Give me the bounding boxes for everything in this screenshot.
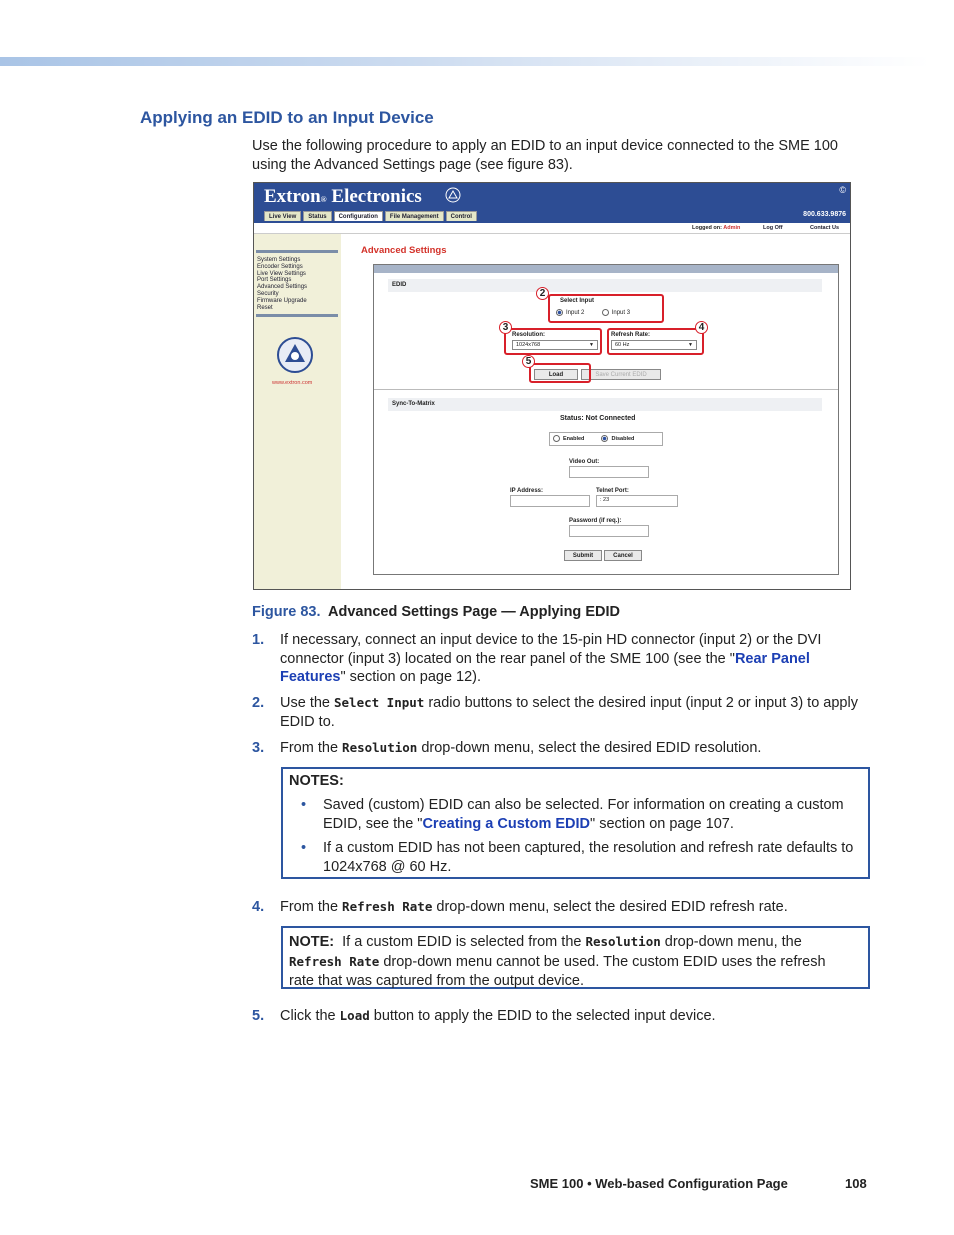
sync-to-matrix-section-header: Sync-To-Matrix (388, 398, 822, 411)
password-input[interactable] (569, 525, 649, 537)
notes-bullet-2: • If a custom EDID has not been captured, the resolution and refresh rate defaults to 1024x768 @ 60 Hz. (301, 840, 854, 875)
sidebar-item-system-settings[interactable]: System Settings (257, 257, 301, 263)
load-highlight (529, 363, 591, 383)
tab-status[interactable]: Status (303, 211, 331, 221)
disabled-radio[interactable] (601, 435, 608, 442)
intro-paragraph: Use the following procedure to apply an EDID to an input device connected to the SME 100 using the Advanced Settings page (see figure 83). (252, 138, 838, 173)
sync-status: Status: Not Connected (560, 415, 636, 422)
edid-section-header: EDID (388, 279, 822, 292)
chevron-down-icon: ▼ (589, 342, 594, 348)
callout-2: 2 (536, 287, 549, 300)
sidebar-item-live-view-settings[interactable]: Live View Settings (257, 270, 306, 277)
ip-address-input[interactable] (510, 495, 590, 507)
step-5: 5. Click the Load button to apply the EDID to the selected input device. (252, 1008, 716, 1024)
sidebar (254, 234, 341, 589)
note-box (281, 926, 870, 989)
copyright-mark: © (839, 185, 846, 195)
sidebar-item-encoder-settings[interactable]: Encoder Settings (257, 263, 303, 270)
sidebar-divider (256, 250, 338, 253)
sidebar-divider (256, 314, 338, 317)
page-title: Advanced Settings (361, 245, 447, 256)
rear-panel-features-link[interactable]: Rear Panel Features (280, 650, 810, 685)
input-radio-group: Input 2 Input 3 (556, 309, 630, 316)
footer-text: SME 100 • Web-based Configuration Page (530, 1176, 788, 1191)
log-off-link[interactable]: Log Off (763, 225, 783, 231)
step-2: 2. Use the Select Input radio buttons to select the desired input (input 2 or input 3) to apply EDID to. (252, 695, 858, 730)
creating-custom-edid-link[interactable]: Creating a Custom EDID (422, 816, 591, 832)
sidebar-item-firmware-upgrade[interactable]: Firmware Upgrade (257, 297, 307, 304)
chevron-down-icon: ▼ (688, 342, 693, 348)
nav-tabs (264, 211, 477, 221)
panel-header-strip (374, 265, 838, 273)
load-button[interactable]: Load (534, 369, 578, 380)
web-header (254, 183, 850, 223)
tab-control[interactable]: Control (446, 211, 477, 221)
sidebar-item-security[interactable]: Security (257, 290, 279, 297)
cancel-button[interactable]: Cancel (604, 550, 642, 561)
contact-us-link[interactable]: Contact Us (810, 225, 840, 231)
section-divider (374, 389, 838, 390)
extron-logo-icon (445, 187, 461, 203)
callout-4: 4 (695, 321, 708, 334)
extron-brand: Extron® Electronics (264, 186, 422, 207)
refresh-rate-select[interactable]: 60 Hz ▼ (611, 340, 697, 350)
advanced-settings-screenshot (253, 182, 851, 590)
step-3: 3. From the Resolution drop-down menu, select the desired EDID resolution. (252, 740, 762, 756)
user-bar (254, 223, 850, 234)
notes-box (281, 767, 870, 879)
page-number: 108 (845, 1176, 867, 1191)
ip-address-label: IP Address: (510, 488, 544, 494)
submit-button[interactable]: Submit (564, 550, 602, 561)
tab-live-view[interactable]: Live View (264, 211, 301, 221)
resolution-select[interactable]: 1024x768 ▼ (512, 340, 598, 350)
telnet-port-input[interactable]: : 23 (596, 495, 678, 507)
logged-on-status: Logged on: Admin (692, 225, 741, 231)
callout-5: 5 (522, 355, 535, 368)
video-out-input[interactable] (569, 466, 649, 478)
notes-bullet-1: • Saved (custom) EDID can also be selected. For information on creating a custom EDID, see the "Creating a Custom EDID" section on page 107. (301, 797, 844, 832)
extron-seal-icon (276, 336, 314, 374)
resolution-highlight (504, 328, 602, 355)
note-text: NOTE: If a custom EDID is selected from the Resolution drop-down menu, the Refresh Rate drop-down menu cannot be used. The custom EDID uses the refresh rate that was captured from the output device. (289, 934, 826, 989)
video-out-label: Video Out: (569, 459, 600, 465)
password-label: Password (if req.): (569, 518, 622, 524)
select-input-highlight (548, 294, 664, 323)
step-4: 4. From the Refresh Rate drop-down menu, select the desired EDID refresh rate. (252, 899, 788, 915)
tab-configuration[interactable]: Configuration (334, 211, 383, 221)
telnet-port-label: Telnet Port: (596, 488, 629, 494)
select-input-label: Select Input (560, 298, 595, 304)
sidebar-url[interactable]: www.extron.com (272, 380, 313, 386)
refresh-rate-highlight (607, 328, 704, 355)
sidebar-item-port-settings[interactable]: Port Settings (257, 277, 292, 284)
notes-heading: NOTES: (289, 773, 344, 789)
figure-caption: Figure 83. Advanced Settings Page — Applying EDID (252, 604, 620, 620)
step-1: 1. If necessary, connect an input device to the 15-pin HD connector (input 2) or the DVI connector (input 3) located on the rear panel of the SME 100 (see the "Rear Panel Features" section on page 12). (252, 632, 822, 685)
save-current-edid-button[interactable]: Save Current EDID (581, 369, 661, 380)
section-title: Applying an EDID to an Input Device (140, 108, 434, 127)
phone-number: 800.633.9876 (803, 211, 846, 218)
callout-3: 3 (499, 321, 512, 334)
enabled-radio[interactable] (553, 435, 560, 442)
sidebar-item-reset[interactable]: Reset (257, 304, 273, 311)
resolution-label: Resolution: (512, 332, 545, 338)
sync-enable-group: Enabled Disabled (549, 432, 663, 446)
tab-file-management[interactable]: File Management (385, 211, 444, 221)
header-gradient-bar (0, 57, 930, 66)
sidebar-menu (257, 257, 307, 311)
refresh-rate-label: Refresh Rate: (611, 332, 651, 338)
sidebar-item-advanced-settings[interactable]: Advanced Settings (257, 284, 308, 291)
